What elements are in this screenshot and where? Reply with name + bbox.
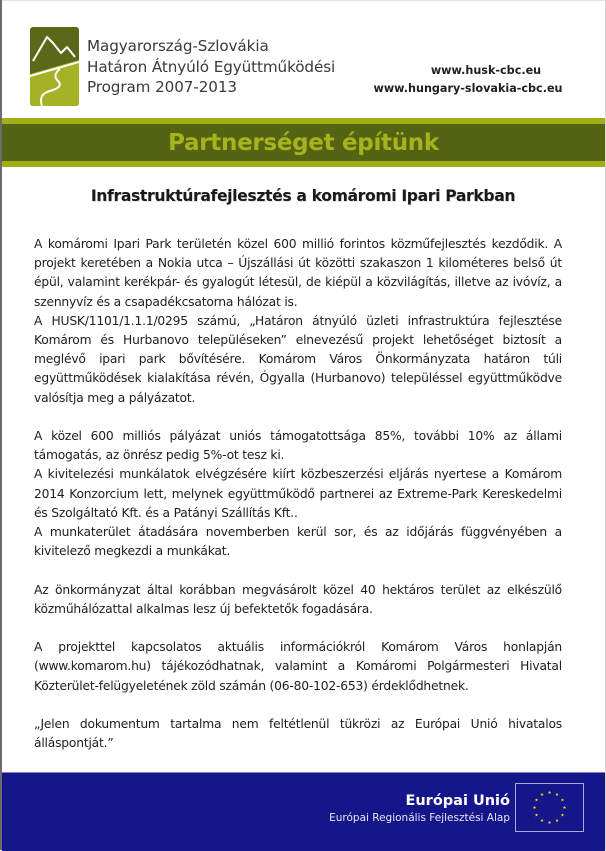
eu-star-icon bbox=[561, 798, 564, 801]
eu-star-icon bbox=[563, 806, 566, 809]
hungary-slovakia-cbc-link[interactable]: www.hungary-slovakia-cbc.eu bbox=[373, 82, 563, 95]
eu-fund-name: Európai Regionális Fejlesztési Alap bbox=[329, 812, 510, 824]
disclaimer: „Jelen dokumentum tartalma nem feltétlenül tükrözi az Európai Unió hivatalos álláspontját.” bbox=[34, 717, 562, 751]
page-edge-top bbox=[0, 0, 606, 1]
husk-cbc-link[interactable]: www.husk-cbc.eu bbox=[430, 64, 542, 77]
eu-star-icon bbox=[535, 813, 538, 816]
article-paragraph: A HUSK/1101/1.1.1/0295 számú, „Határon átnyúló üzleti infrastruktúra fejlesztése Komárom és Hurbanovo településeken” elnevezésű projekt lehetőséget biztosít a meglévő ipari park bővítésére. Komárom Város Önkormányzata határon túli együttműködések kialakítása révén, Ógyalla (Hurbanovo) településsel együttműködve valósítja meg a pályázatot. bbox=[34, 313, 562, 405]
paragraph-gap bbox=[34, 561, 562, 580]
eu-footer bbox=[2, 772, 605, 851]
program-name-line: Határon Átnyúló Együttműködési bbox=[87, 57, 336, 76]
slogan-banner bbox=[2, 118, 605, 167]
eu-star-icon bbox=[548, 791, 551, 794]
article-paragraph: A komáromi Ipari Park területén közel 600 millió forintos közműfejlesztés kezdődik. A projekt keretében a Nokia utca – Újszállási út közötti szakaszon 1 kilométeres belső út épül, valamint kerékpár- és gyalogút létesül, de kiépül a közvilágítás, illetve az ivóvíz, a szennyvíz és a csapadékcsatorna hálózat is. bbox=[34, 237, 562, 309]
program-links bbox=[358, 62, 578, 98]
program-name-line: Magyarország-Szlovákia bbox=[87, 37, 269, 55]
paragraph-gap bbox=[34, 408, 562, 427]
article-paragraph: A munkaterület átadására novemberben kerül sor, és az időjárás függvényében a kivitelező megkezdi a munkákat. bbox=[34, 525, 562, 559]
eu-title: Európai Unió bbox=[405, 793, 510, 809]
eu-star-icon bbox=[548, 821, 551, 824]
program-name-line: Program 2007-2013 bbox=[87, 78, 237, 96]
article-headline: Infrastruktúrafejlesztés a komáromi Ipari Parkban bbox=[90, 187, 516, 205]
slogan-banner-inner bbox=[2, 124, 605, 161]
eu-star-icon bbox=[555, 793, 558, 796]
article-body bbox=[34, 235, 562, 753]
article-paragraph: Az önkormányzat által korábban megvásárolt közel 40 hektáros terület az elkészülő közműhálózattal alkalmas lesz új befektetők fogadására. bbox=[34, 582, 562, 616]
mountain-river-logo-icon bbox=[30, 27, 79, 106]
slogan-title: Partnerséget építünk bbox=[168, 130, 439, 156]
article-paragraph: A kivitelezési munkálatok elvégzésére kiírt közbeszerzési eljárás nyertese a Komárom 2014 Konzorcium lett, melynek együttműködő partnerei az Extreme-Park Kereskedelmi és Szolgáltató Kft. és a Patányi Szállítás Kft.. bbox=[34, 467, 562, 520]
eu-star-icon bbox=[533, 806, 536, 809]
eu-star-icon bbox=[540, 793, 543, 796]
paragraph-gap bbox=[34, 619, 562, 638]
article-paragraph: A projekttel kapcsolatos aktuális információkról Komárom Város honlapján (www.komarom.hu) tájékozódhatnak, valamint a Komáromi Polgármesteri Hivatal Közterület-felügyeletének zöld számán (06-80-102-653) érdeklődhetnek. bbox=[34, 640, 562, 693]
eu-flag-icon bbox=[515, 783, 584, 832]
paragraph-gap bbox=[34, 696, 562, 715]
eu-star-icon bbox=[540, 819, 543, 822]
eu-star-icon bbox=[561, 813, 564, 816]
eu-text-block bbox=[329, 791, 510, 826]
article-paragraph: A közel 600 milliós pályázat uniós támogatottsága 85%, további 10% az állami támogatás, az önrész pedig 5%-ot tesz ki. bbox=[34, 429, 562, 463]
eu-star-icon bbox=[535, 798, 538, 801]
program-name bbox=[87, 36, 335, 98]
eu-star-icon bbox=[555, 819, 558, 822]
